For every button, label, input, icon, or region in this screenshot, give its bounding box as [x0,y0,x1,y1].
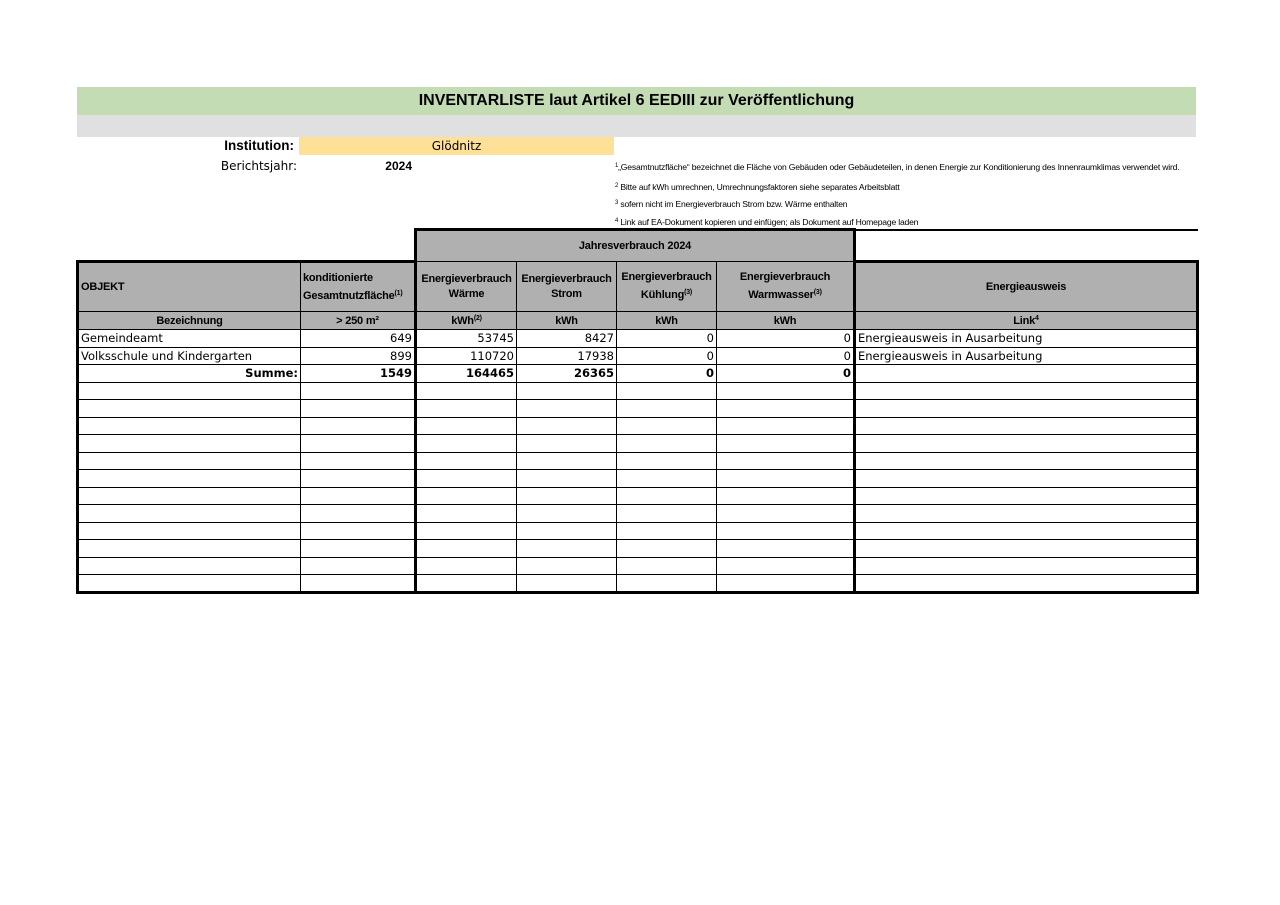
cell-strom[interactable]: 8427 [517,330,617,348]
empty-row [78,487,1198,505]
empty-cell[interactable] [301,505,416,523]
unit-strom: kWh [517,312,617,330]
header-strom-line1: Energieverbrauch [521,272,612,285]
empty-cell[interactable] [517,575,617,593]
cell-energieausweis[interactable]: Energieausweis in Ausarbeitung [855,347,1198,365]
column-header-row [78,262,1198,312]
empty-cell[interactable] [78,452,301,470]
footnote-ref: 4 [1035,314,1039,322]
empty-cell[interactable] [78,575,301,593]
empty-cell[interactable] [301,452,416,470]
unit-waerme [416,312,517,330]
sum-kuehlung: 0 [617,365,717,383]
document-title: INVENTARLISTE laut Artikel 6 EEDIII zur Veröffentlichung [77,87,1196,115]
empty-cell[interactable] [517,382,617,400]
cell-warmwasser[interactable]: 0 [717,347,855,365]
sum-waerme: 164465 [416,365,517,383]
footnote-1-number: 1 [615,163,619,169]
sum-label: Summe: [78,365,301,383]
empty-cell[interactable] [855,470,1198,488]
header-flaeche [301,262,416,312]
empty-cell[interactable] [301,557,416,575]
table-row [78,330,1198,348]
empty-cell[interactable] [416,452,517,470]
empty-cell[interactable] [717,400,855,418]
institution-label: Institution: [224,138,294,153]
header-warmwasser [717,262,855,312]
empty-cell [78,230,301,262]
empty-cell[interactable] [78,505,301,523]
empty-cell[interactable] [855,435,1198,453]
empty-cell[interactable] [617,557,717,575]
footnote-ref: (3) [684,289,693,296]
empty-cell[interactable] [517,522,617,540]
empty-cell[interactable] [855,487,1198,505]
empty-cell[interactable] [78,382,301,400]
empty-cell[interactable] [855,400,1198,418]
header-flaeche-line1: konditionierte [303,271,373,284]
empty-row [78,557,1198,575]
empty-cell[interactable] [855,540,1198,558]
unit-row [78,312,1198,330]
empty-cell[interactable] [617,575,717,593]
empty-cell[interactable] [717,557,855,575]
empty-cell[interactable] [416,575,517,593]
empty-cell[interactable] [78,557,301,575]
empty-row [78,470,1198,488]
year-label: Berichtsjahr: [220,159,297,173]
empty-cell[interactable] [717,435,855,453]
institution-value[interactable]: Glödnitz [299,137,614,155]
empty-cell[interactable] [855,522,1198,540]
empty-cell[interactable] [301,382,416,400]
header-waerme [416,262,517,312]
empty-cell[interactable] [416,470,517,488]
cell-objekt-name[interactable]: Gemeindeamt [78,330,301,348]
empty-row [78,400,1198,418]
empty-cell[interactable] [617,505,717,523]
empty-cell[interactable] [517,435,617,453]
empty-cell[interactable] [301,417,416,435]
empty-cell [855,230,1198,262]
cell-waerme[interactable]: 53745 [416,330,517,348]
empty-cell[interactable] [416,557,517,575]
empty-cell[interactable] [717,575,855,593]
empty-cell[interactable] [517,487,617,505]
empty-cell[interactable] [517,557,617,575]
empty-cell[interactable] [717,505,855,523]
cell-flaeche[interactable]: 649 [301,330,416,348]
empty-cell[interactable] [855,505,1198,523]
empty-cell[interactable] [78,470,301,488]
sum-row [78,365,1198,383]
empty-cell[interactable] [78,487,301,505]
footnote-4-number: 4 [615,218,619,224]
cell-flaeche[interactable]: 899 [301,347,416,365]
cell-warmwasser[interactable]: 0 [717,330,855,348]
unit-bezeichnung: Bezeichnung [78,312,301,330]
header-flaeche-line2: Gesamtnutzfläche [303,289,395,302]
empty-cell[interactable] [78,435,301,453]
empty-cell[interactable] [855,557,1198,575]
empty-cell[interactable] [301,487,416,505]
empty-cell[interactable] [717,417,855,435]
empty-cell[interactable] [517,470,617,488]
header-energieausweis: Energieausweis [855,262,1198,312]
footnote-1 [615,159,1179,173]
footnote-2-text: Bitte auf kWh umrechnen, Umrechnungsfaktoren siehe separates Arbeitsblatt [620,182,900,192]
unit-kuehlung: kWh [617,312,717,330]
empty-cell[interactable] [717,522,855,540]
footnote-ref: (1) [394,289,403,297]
unit-link [855,312,1198,330]
empty-cell[interactable] [617,452,717,470]
empty-cell[interactable] [855,417,1198,435]
empty-cell[interactable] [416,522,517,540]
empty-cell[interactable] [517,540,617,558]
empty-cell[interactable] [717,540,855,558]
empty-cell[interactable] [617,470,717,488]
sum-flaeche: 1549 [301,365,416,383]
empty-cell[interactable] [617,382,717,400]
sum-strom: 26365 [517,365,617,383]
header-kuehlung-line1: Energieverbrauch [621,271,712,283]
empty-cell[interactable] [416,505,517,523]
cell-strom[interactable]: 17938 [517,347,617,365]
footnote-ref: (2) [473,314,482,322]
empty-cell[interactable] [717,452,855,470]
header-objekt: OBJEKT [78,262,301,312]
empty-row [78,417,1198,435]
header-strom-line2: Strom [551,287,582,300]
empty-cell [301,230,416,262]
empty-cell[interactable] [78,522,301,540]
empty-cell[interactable] [301,435,416,453]
empty-cell[interactable] [717,487,855,505]
empty-cell[interactable] [617,417,717,435]
unit-link-text: Link [1013,314,1036,327]
header-waerme-line2: Wärme [448,287,485,300]
cell-kuehlung[interactable]: 0 [617,347,717,365]
empty-row [78,382,1198,400]
empty-cell[interactable] [717,382,855,400]
empty-cell[interactable] [617,522,717,540]
empty-row [78,435,1198,453]
footnote-1-text: „Gesamtnutzfläche“ bezeichnet die Fläche von Gebäuden oder Gebäudeteilen, in denen Energie zur Konditionierung des Innenraumklimas verwendet wird. [618,162,1180,172]
empty-cell[interactable] [416,487,517,505]
header-kuehlung [617,262,717,312]
empty-row [78,575,1198,593]
unit-waerme-text: kWh [451,314,474,327]
unit-flaeche: > 250 m² [301,312,416,330]
empty-cell[interactable] [517,417,617,435]
cell-kuehlung[interactable]: 0 [617,330,717,348]
empty-cell[interactable] [416,417,517,435]
empty-row [78,452,1198,470]
empty-cell[interactable] [855,382,1198,400]
table-row [78,347,1198,365]
unit-warmwasser: kWh [717,312,855,330]
empty-cell[interactable] [78,400,301,418]
empty-cell[interactable] [517,400,617,418]
empty-cell[interactable] [78,417,301,435]
empty-cell[interactable] [301,400,416,418]
title-spacer-bar [77,115,1196,137]
empty-cell[interactable] [301,540,416,558]
header-warmwasser-line2: Warmwasser [748,289,814,301]
empty-cell[interactable] [416,382,517,400]
header-strom [517,262,617,312]
empty-cell[interactable] [301,575,416,593]
sum-warmwasser: 0 [717,365,855,383]
empty-cell[interactable] [78,540,301,558]
footnote-3-number: 3 [615,200,619,206]
empty-cell[interactable] [517,452,617,470]
empty-cell[interactable] [855,452,1198,470]
empty-cell[interactable] [617,435,717,453]
empty-cell[interactable] [617,540,717,558]
header-kuehlung-line2: Kühlung [640,289,685,301]
empty-cell[interactable] [517,505,617,523]
footnote-3-text: sofern nicht im Energieverbrauch Strom bzw. Wärme enthalten [620,199,848,209]
footnote-4 [615,214,918,228]
footnote-4-text: Link auf EA-Dokument kopieren und einfügen; als Dokument auf Homepage laden [620,217,919,227]
sum-energieausweis [855,365,1198,383]
group-header-jahresverbrauch: Jahresverbrauch 2024 [416,230,855,262]
empty-cell[interactable] [617,487,717,505]
cell-objekt-name[interactable]: Volksschule und Kindergarten [78,347,301,365]
empty-row [78,522,1198,540]
footnote-3 [615,196,847,210]
inventory-table [76,228,1199,594]
empty-cell[interactable] [301,522,416,540]
empty-cell[interactable] [855,575,1198,593]
empty-row [78,540,1198,558]
empty-cell[interactable] [301,470,416,488]
footnote-ref: (3) [813,289,822,296]
empty-cell[interactable] [416,435,517,453]
empty-cell[interactable] [416,540,517,558]
empty-row [78,505,1198,523]
empty-cell[interactable] [416,400,517,418]
cell-waerme[interactable]: 110720 [416,347,517,365]
cell-energieausweis[interactable]: Energieausweis in Ausarbeitung [855,330,1198,348]
empty-cell[interactable] [617,400,717,418]
footnote-2 [615,179,900,193]
empty-cell[interactable] [717,470,855,488]
footnote-2-number: 2 [615,183,619,189]
header-waerme-line1: Energieverbrauch [421,272,512,285]
header-warmwasser-line1: Energieverbrauch [739,271,831,283]
group-header-row [78,230,1198,262]
year-value[interactable]: 2024 [385,159,412,173]
